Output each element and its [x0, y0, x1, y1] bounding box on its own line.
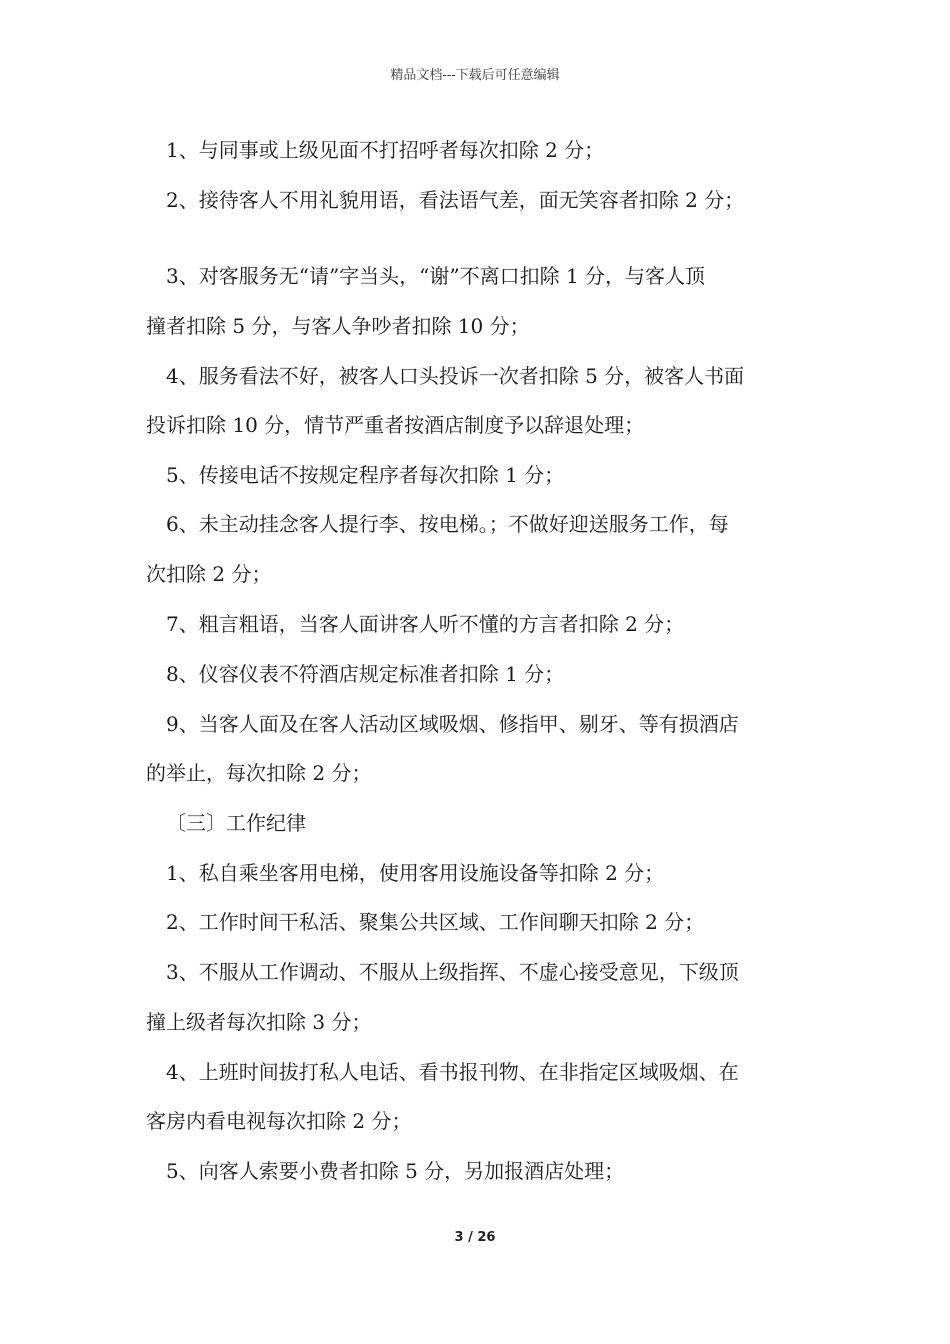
section-heading: 〔三〕工作纪律 — [166, 811, 306, 835]
rule-item: 5、向客人索要小费者扣除 5 分，另加报酒店处理； — [166, 1159, 625, 1183]
rule-item: 2、接待客人不用礼貌用语，看法语气差，面无笑容者扣除 2 分； — [166, 188, 745, 212]
rule-item: 3、不服从工作调动、不服从上级指挥、不虚心接受意见，下级顶 — [166, 960, 739, 984]
rule-item: 6、未主动挂念客人提行李、按电梯。；不做好迎送服务工作，每 — [166, 512, 729, 536]
rule-item: 4、服务看法不好，被客人口头投诉一次者扣除 5 分，被客人书面 — [166, 364, 745, 388]
page-number: 3 / 26 — [454, 1230, 496, 1245]
rule-item: 1、私自乘坐客用电梯，使用客用设施设备等扣除 2 分； — [166, 861, 665, 885]
rule-item-continued: 撞者扣除 5 分，与客人争吵者扣除 10 分； — [146, 314, 530, 338]
rule-item-continued: 客房内看电视每次扣除 2 分； — [146, 1109, 412, 1133]
rule-item-continued: 投诉扣除 10 分，情节严重者按酒店制度予以辞退处理； — [146, 413, 645, 437]
rule-item: 2、工作时间干私活、聚集公共区域、工作间聊天扣除 2 分； — [166, 910, 705, 934]
rule-item-continued: 的举止，每次扣除 2 分； — [146, 761, 372, 785]
rule-item-continued: 次扣除 2 分； — [146, 562, 272, 586]
rule-item-continued: 撞上级者每次扣除 3 分； — [146, 1010, 372, 1034]
rule-item: 3、对客服务无“请”字当头，“谢”不离口扣除 1 分，与客人顶 — [166, 264, 706, 288]
rule-item: 1、与同事或上级见面不打招呼者每次扣除 2 分； — [166, 138, 605, 162]
rule-item: 9、当客人面及在客人活动区域吸烟、修指甲、剔牙、等有损酒店 — [166, 712, 739, 736]
rule-item: 7、粗言粗语，当客人面讲客人听不懂的方言者扣除 2 分； — [166, 612, 685, 636]
rule-item: 8、仪容仪表不符酒店规定标准者扣除 1 分； — [166, 662, 565, 686]
rule-item: 5、传接电话不按规定程序者每次扣除 1 分； — [166, 463, 565, 487]
page-header: 精品文档---下载后可任意编辑 — [390, 68, 560, 83]
rule-item: 4、上班时间拔打私人电话、看书报刊物、在非指定区域吸烟、在 — [166, 1060, 739, 1084]
